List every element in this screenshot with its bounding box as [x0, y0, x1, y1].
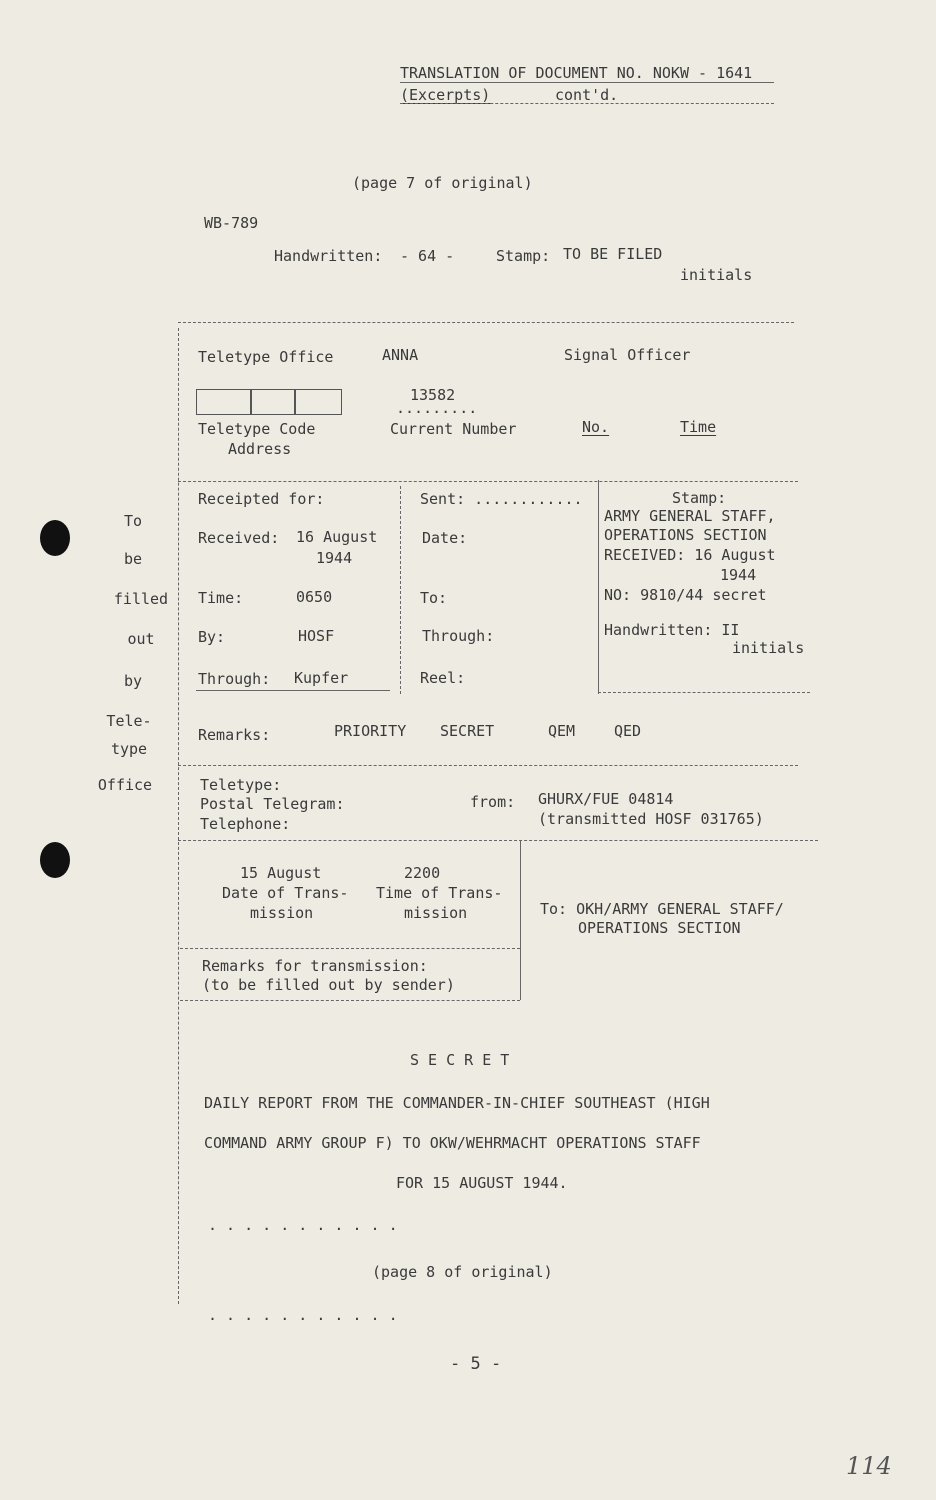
through-label: Through: [198, 670, 271, 688]
folio-number: 114 [846, 1452, 892, 1480]
current-number-value: 13582 [410, 386, 456, 404]
time-field-value: 0650 [296, 588, 333, 606]
excerpts-label: (Excerpts) [400, 86, 491, 104]
to-okh-line-2: OPERATIONS SECTION [578, 919, 741, 937]
to-label: To: [420, 589, 448, 607]
page-ref-top: (page 7 of original) [352, 174, 533, 192]
receipted-for-label: Receipted for: [198, 490, 325, 508]
date-trans-value: 15 August [240, 864, 322, 882]
code-box [250, 389, 296, 415]
stamp-box-line: initials [732, 639, 805, 657]
teletype-office-value: ANNA [382, 346, 419, 364]
side-label-word: be [123, 550, 143, 568]
form-inner-divider [400, 486, 401, 694]
current-number-dots: ......... [396, 399, 478, 417]
secret-heading: S E C R E T [410, 1051, 510, 1069]
stamp-box-title: Stamp: [672, 489, 727, 507]
punch-hole [40, 842, 70, 878]
remarks-label: Remarks: [198, 726, 271, 744]
body-line: COMMAND ARMY GROUP F) TO OKW/WEHRMACHT OPERATIONS STAFF [204, 1134, 701, 1152]
date-trans-label-2: mission [250, 904, 314, 922]
received-year: 1944 [316, 549, 353, 567]
code-box [294, 389, 342, 415]
form-left-border [178, 328, 179, 1304]
received-value: 16 August [296, 528, 378, 546]
time-field-label: Time: [198, 589, 244, 607]
teletype-office-label: Teletype Office [198, 348, 334, 366]
transmission-box-border [520, 840, 521, 1000]
stamp-box-line: RECEIVED: 16 August [604, 546, 776, 564]
side-label-word: filled [113, 590, 169, 608]
header-underline-2 [400, 103, 774, 104]
time-label: Time [680, 418, 717, 436]
doc-code: WB-789 [204, 214, 259, 232]
stamp-initials: initials [680, 266, 753, 284]
ellipsis-dots: . . . . . . . . . . . [208, 1306, 398, 1324]
reel-label: Reel: [420, 669, 466, 687]
form-divider [180, 948, 520, 949]
postal-telegram-option: Postal Telegram: [200, 795, 345, 813]
form-top-border [178, 322, 794, 323]
form-divider [178, 481, 798, 482]
remarks-value: SECRET [440, 722, 495, 740]
received-label: Received: [198, 529, 280, 547]
stamp-box-line: NO: 9810/44 secret [604, 586, 767, 604]
remarks-value: QED [614, 722, 642, 740]
remarks-trans-note: (to be filled out by sender) [202, 976, 455, 994]
header-underline [400, 82, 774, 83]
time-trans-label-2: mission [404, 904, 468, 922]
stamp-value: TO BE FILED [563, 245, 663, 263]
by-label: By: [198, 628, 226, 646]
stamp-box-line: Handwritten: II [604, 621, 740, 639]
side-label-word: To [123, 512, 143, 530]
current-number-label: Current Number [390, 420, 517, 438]
punch-hole [40, 520, 70, 556]
teletype-option: Teletype: [200, 776, 282, 794]
side-label-word: Office [97, 776, 153, 794]
teletype-code-address: Address [228, 440, 292, 458]
to-okh-line: To: OKH/ARMY GENERAL STAFF/ [540, 900, 784, 918]
remarks-value: PRIORITY [334, 722, 407, 740]
handwritten-label: Handwritten: [274, 247, 383, 265]
stamp-box-border [598, 480, 599, 694]
through2-label: Through: [422, 627, 495, 645]
form-divider [178, 840, 818, 841]
page-number: - 5 - [450, 1354, 502, 1374]
contd-label: cont'd. [555, 86, 619, 104]
from-value: GHURX/FUE 04814 [538, 790, 674, 808]
body-line: FOR 15 AUGUST 1944. [396, 1174, 568, 1192]
handwritten-value: - 64 - [400, 247, 455, 265]
form-divider [178, 765, 798, 766]
code-box [196, 389, 252, 415]
stamp-box-line: ARMY GENERAL STAFF, [604, 507, 776, 525]
side-label-word: Tele- [106, 712, 152, 730]
stamp-label: Stamp: [496, 247, 551, 265]
body-line: DAILY REPORT FROM THE COMMANDER-IN-CHIEF SOUTHEAST (HIGH [204, 1094, 710, 1112]
stamp-box-line: 1944 [720, 566, 757, 584]
from-label: from: [470, 793, 516, 811]
sent-label: Sent: ............ [420, 490, 583, 508]
time-trans-label: Time of Trans- [376, 884, 503, 902]
page-ref-bottom: (page 8 of original) [372, 1263, 553, 1281]
date-trans-label: Date of Trans- [222, 884, 349, 902]
transmitted-value: (transmitted HOSF 031765) [538, 810, 764, 828]
translation-header: TRANSLATION OF DOCUMENT NO. NOKW - 1641 [400, 64, 753, 82]
by-value: HOSF [298, 627, 335, 645]
date-label: Date: [422, 529, 468, 547]
telephone-option: Telephone: [200, 815, 291, 833]
side-label-word: by [123, 672, 143, 690]
through-value: Kupfer [294, 669, 349, 687]
stamp-box-bottom [598, 692, 810, 693]
stamp-box-line: OPERATIONS SECTION [604, 526, 767, 544]
signal-officer-label: Signal Officer [564, 346, 691, 364]
form-bottom-border [180, 1000, 520, 1001]
no-label: No. [582, 418, 610, 436]
remarks-trans-label: Remarks for transmission: [202, 957, 428, 975]
teletype-code-label: Teletype Code [198, 420, 316, 438]
through-underline [196, 690, 390, 691]
remarks-value: QEM [548, 722, 576, 740]
time-trans-value: 2200 [404, 864, 441, 882]
ellipsis-dots: . . . . . . . . . . . [208, 1216, 398, 1234]
side-label-word: type [110, 740, 148, 758]
side-label-word: out [127, 630, 155, 648]
